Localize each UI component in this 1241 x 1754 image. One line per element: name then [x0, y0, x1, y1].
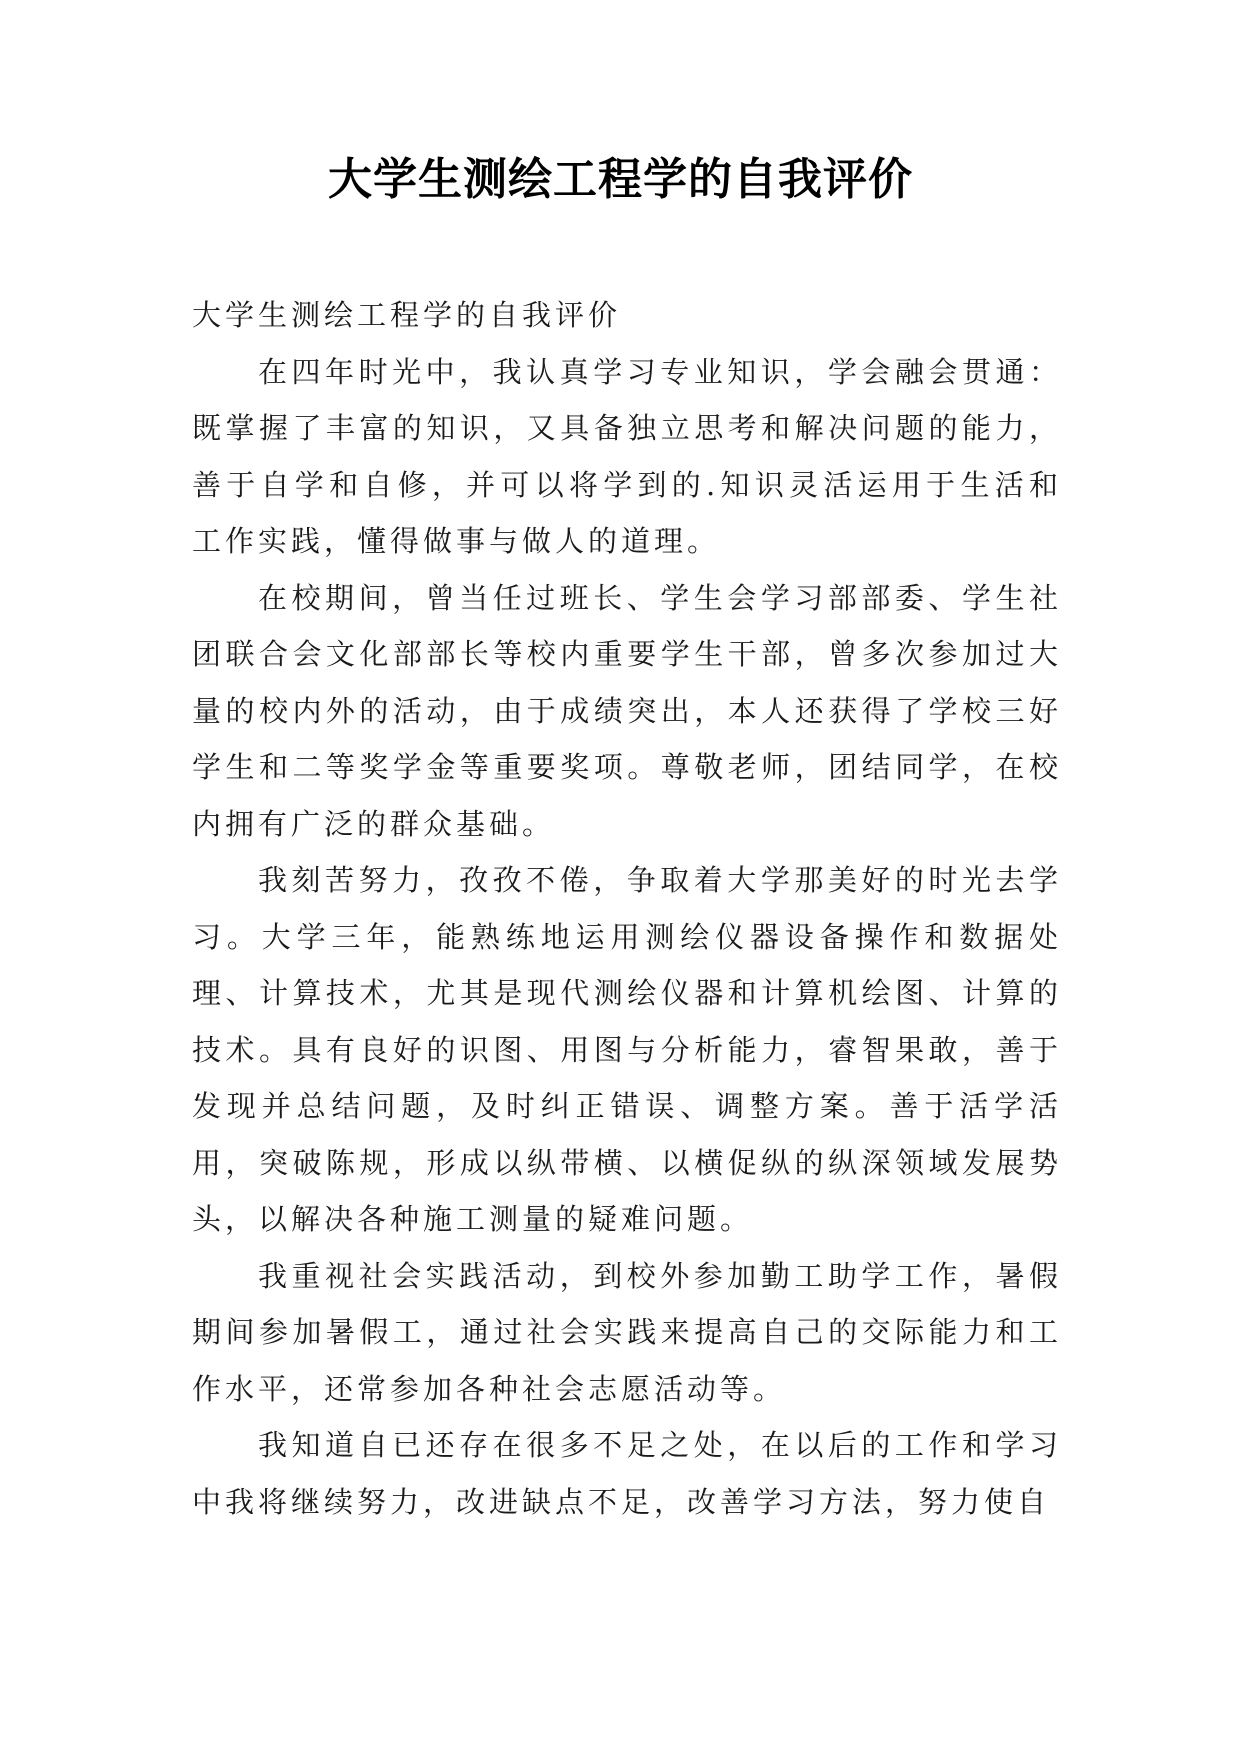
paragraph-professional-skills: 我刻苦努力，孜孜不倦，争取着大学那美好的时光去学习。大学三年，能熟练地运用测绘仪器设备操作和数据处理、计算技术，尤其是现代测绘仪器和计算机绘图、计算的技术。具有良好的识图、用图与分析能力，睿智果敢，善于发现并总结问题，及时纠正错误、调整方案。善于活学活用，突破陈规，形成以纵带横、以横促纵的纵深领域发展势头，以解决各种施工测量的疑难问题。	[192, 863, 1062, 1236]
document-body	[192, 287, 1062, 1530]
paragraph-shortcomings: 我知道自已还存在很多不足之处，在以后的工作和学习中我将继续努力，改进缺点不足，改善学习方法，努力使自	[192, 1428, 1062, 1519]
paragraph-campus-roles: 在校期间，曾当任过班长、学生会学习部部委、学生社团联合会文化部部长等校内重要学生干部，曾多次参加过大量的校内外的活动，由于成绩突出，本人还获得了学校三好学生和二等奖学金等重要奖项。尊敬老师，团结同学，在校内拥有广泛的群众基础。	[192, 580, 1062, 841]
paragraph-study: 在四年时光中，我认真学习专业知识，学会融会贯通：既掌握了丰富的知识，又具备独立思考和解决问题的能力，善于自学和自修，并可以将学到的.知识灵活运用于生活和工作实践，懂得做事与做人的道理。	[192, 354, 1062, 558]
paragraph-social-practice: 我重视社会实践活动，到校外参加勤工助学工作，暑假期间参加暑假工，通过社会实践来提高自己的交际能力和工作水平，还常参加各种社会志愿活动等。	[192, 1258, 1062, 1406]
document-title: 大学生测绘工程学的自我评价	[328, 154, 913, 205]
document-subtitle: 大学生测绘工程学的自我评价	[192, 298, 622, 332]
